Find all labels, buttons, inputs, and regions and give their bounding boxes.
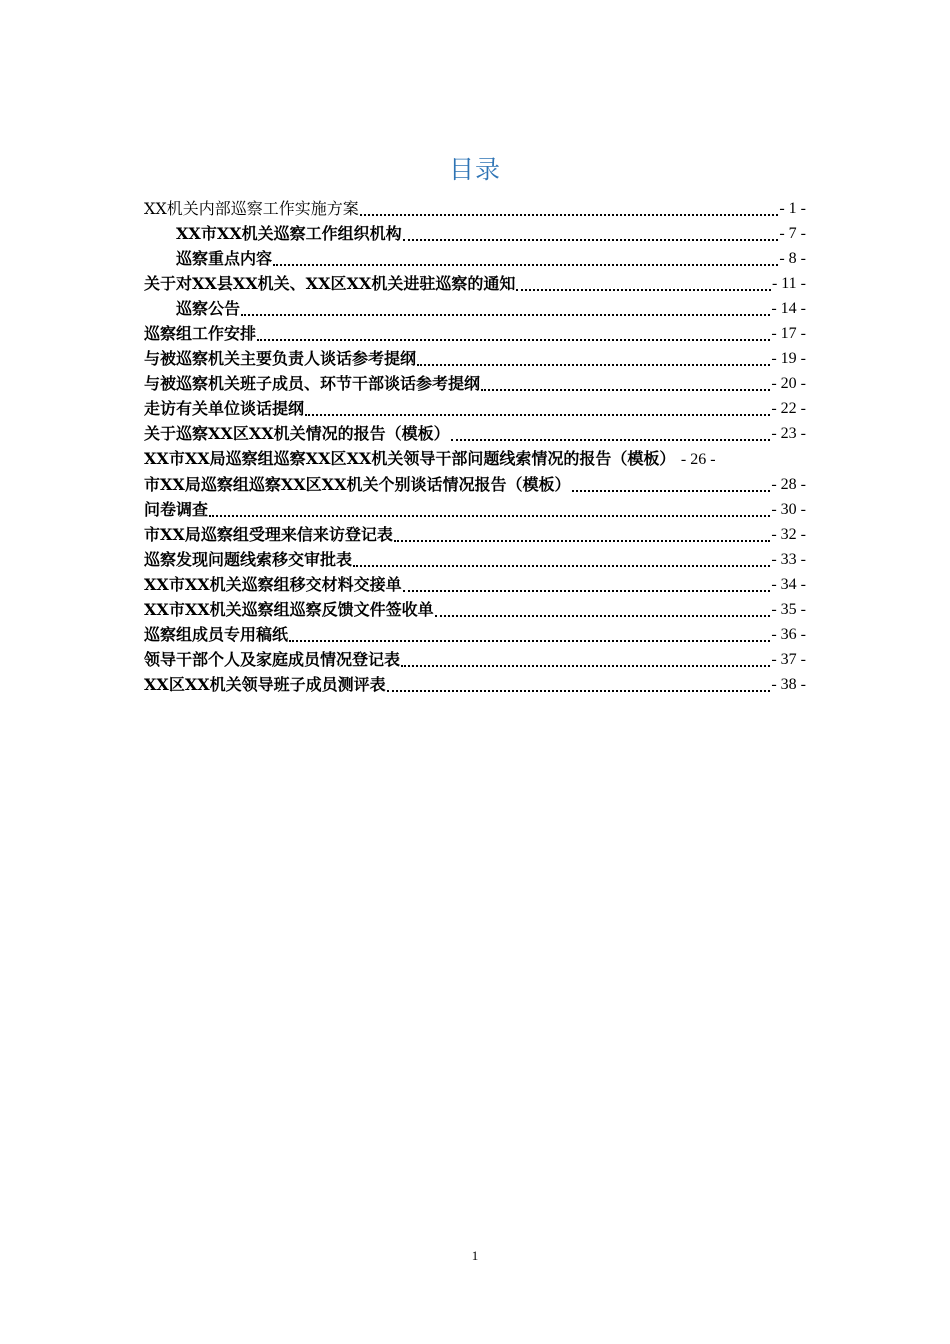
toc-entry[interactable] <box>144 196 806 221</box>
toc-leader-dots <box>360 204 779 216</box>
toc-entry-text: XX市XX机关巡察组移交材料交接单 <box>144 575 402 594</box>
toc-entry-text: XX市XX局巡察组巡察XX区XX机关领导干部问题线索情况的报告（模板） <box>144 449 676 468</box>
toc-leader-dots <box>209 505 770 517</box>
toc-entry[interactable] <box>144 547 806 572</box>
toc-leader-dots <box>401 655 770 667</box>
toc-leader-dots <box>403 229 779 241</box>
toc-leader-dots <box>257 329 770 341</box>
page-number: 1 <box>471 1248 479 1263</box>
toc-entry[interactable] <box>144 221 806 246</box>
toc-leader-dots <box>394 530 771 542</box>
toc-entry-page: - 19 - <box>771 350 806 367</box>
toc-leader-dots <box>451 429 771 441</box>
toc-leader-dots <box>435 605 771 617</box>
toc-entry-page: - 22 - <box>771 400 806 417</box>
toc-entry[interactable] <box>144 497 806 522</box>
toc-entry[interactable] <box>144 396 806 421</box>
toc-entry-text: XX区XX机关领导班子成员测评表 <box>144 675 386 694</box>
toc-entry-page: - 23 - <box>771 425 806 442</box>
toc-title: 目录 <box>448 155 501 184</box>
toc-entry-page: - 8 - <box>779 250 806 267</box>
toc-entry-text: 领导干部个人及家庭成员情况登记表 <box>144 650 401 669</box>
toc-leader-dots <box>305 404 770 416</box>
toc-entry-text: 市XX局巡察组巡察XX区XX机关个别谈话情况报告（模板） <box>144 475 571 494</box>
toc-entry[interactable] <box>144 472 806 497</box>
toc-leader-dots <box>481 379 770 391</box>
toc-entry-text: 与被巡察机关主要负责人谈话参考提纲 <box>144 349 417 368</box>
toc-entry-page: - 1 - <box>779 200 806 217</box>
toc-entry-text: XX市XX机关巡察组巡察反馈文件签收单 <box>144 600 434 619</box>
toc-leader-dots <box>572 480 771 492</box>
toc-entry-page: - 7 - <box>779 225 806 242</box>
toc-entry-text: 巡察公告 <box>176 299 241 318</box>
toc-entry-page: - 33 - <box>771 551 806 568</box>
toc-entry-page: - 14 - <box>771 300 806 317</box>
toc-entry[interactable] <box>144 572 806 597</box>
toc-entry[interactable] <box>144 672 806 697</box>
toc-entry-text: 巡察发现问题线索移交审批表 <box>144 550 353 569</box>
toc-entry-page: - 30 - <box>771 501 806 518</box>
toc-leader-dots <box>417 354 770 366</box>
toc-entry-page: - 11 - <box>771 275 806 292</box>
toc-entry-text: 与被巡察机关班子成员、环节干部谈话参考提纲 <box>144 374 481 393</box>
toc-entry-page: - 35 - <box>771 601 806 618</box>
toc-entry-page: - 17 - <box>771 325 806 342</box>
toc-entry-page: - 37 - <box>771 651 806 668</box>
toc-entry[interactable] <box>144 346 806 371</box>
toc-entry-text: 市XX局巡察组受理来信来访登记表 <box>144 525 393 544</box>
toc-entry-text: XX市XX机关巡察工作组织机构 <box>176 224 402 243</box>
toc-entry[interactable] <box>144 421 806 446</box>
toc-entry-text: 关于巡察XX区XX机关情况的报告（模板） <box>144 424 450 443</box>
toc-entry-wrapped[interactable] <box>144 446 806 472</box>
toc-entry-text: 巡察重点内容 <box>176 249 273 268</box>
toc-entry-text: 走访有关单位谈话提纲 <box>144 399 305 418</box>
toc-leader-dots <box>403 580 771 592</box>
toc-entry-page: - 38 - <box>771 676 806 693</box>
toc-leader-dots <box>516 279 771 291</box>
toc-leader-dots <box>241 304 770 316</box>
toc-entry-text: 关于对XX县XX机关、XX区XX机关进驻巡察的通知 <box>144 274 516 293</box>
toc-entry[interactable] <box>144 271 806 296</box>
toc-entry[interactable] <box>144 371 806 396</box>
toc-entry-text: XX机关内部巡察工作实施方案 <box>144 199 359 218</box>
toc-entry-page: - 26 - <box>680 451 716 468</box>
toc-entry-page: - 32 - <box>771 526 806 543</box>
toc-entry-page: - 36 - <box>771 626 806 643</box>
toc-leader-dots <box>387 680 771 692</box>
toc-entry[interactable] <box>144 246 806 271</box>
toc-entry-page: - 20 - <box>771 375 806 392</box>
toc-leader-dots <box>353 555 770 567</box>
toc-leader-dots <box>289 630 770 642</box>
toc-entry-page: - 28 - <box>771 476 806 493</box>
toc-entry-text: 问卷调查 <box>144 500 209 519</box>
toc-entry[interactable] <box>144 622 806 647</box>
toc-entry[interactable] <box>144 522 806 547</box>
toc-entry-text: 巡察组成员专用稿纸 <box>144 625 289 644</box>
toc-entry[interactable] <box>144 296 806 321</box>
toc-entry[interactable] <box>144 597 806 622</box>
toc-entry[interactable] <box>144 647 806 672</box>
toc-entry-text: 巡察组工作安排 <box>144 324 257 343</box>
toc-entry-page: - 34 - <box>771 576 806 593</box>
toc-leader-dots <box>273 254 778 266</box>
table-of-contents <box>144 196 806 697</box>
toc-entry[interactable] <box>144 321 806 346</box>
